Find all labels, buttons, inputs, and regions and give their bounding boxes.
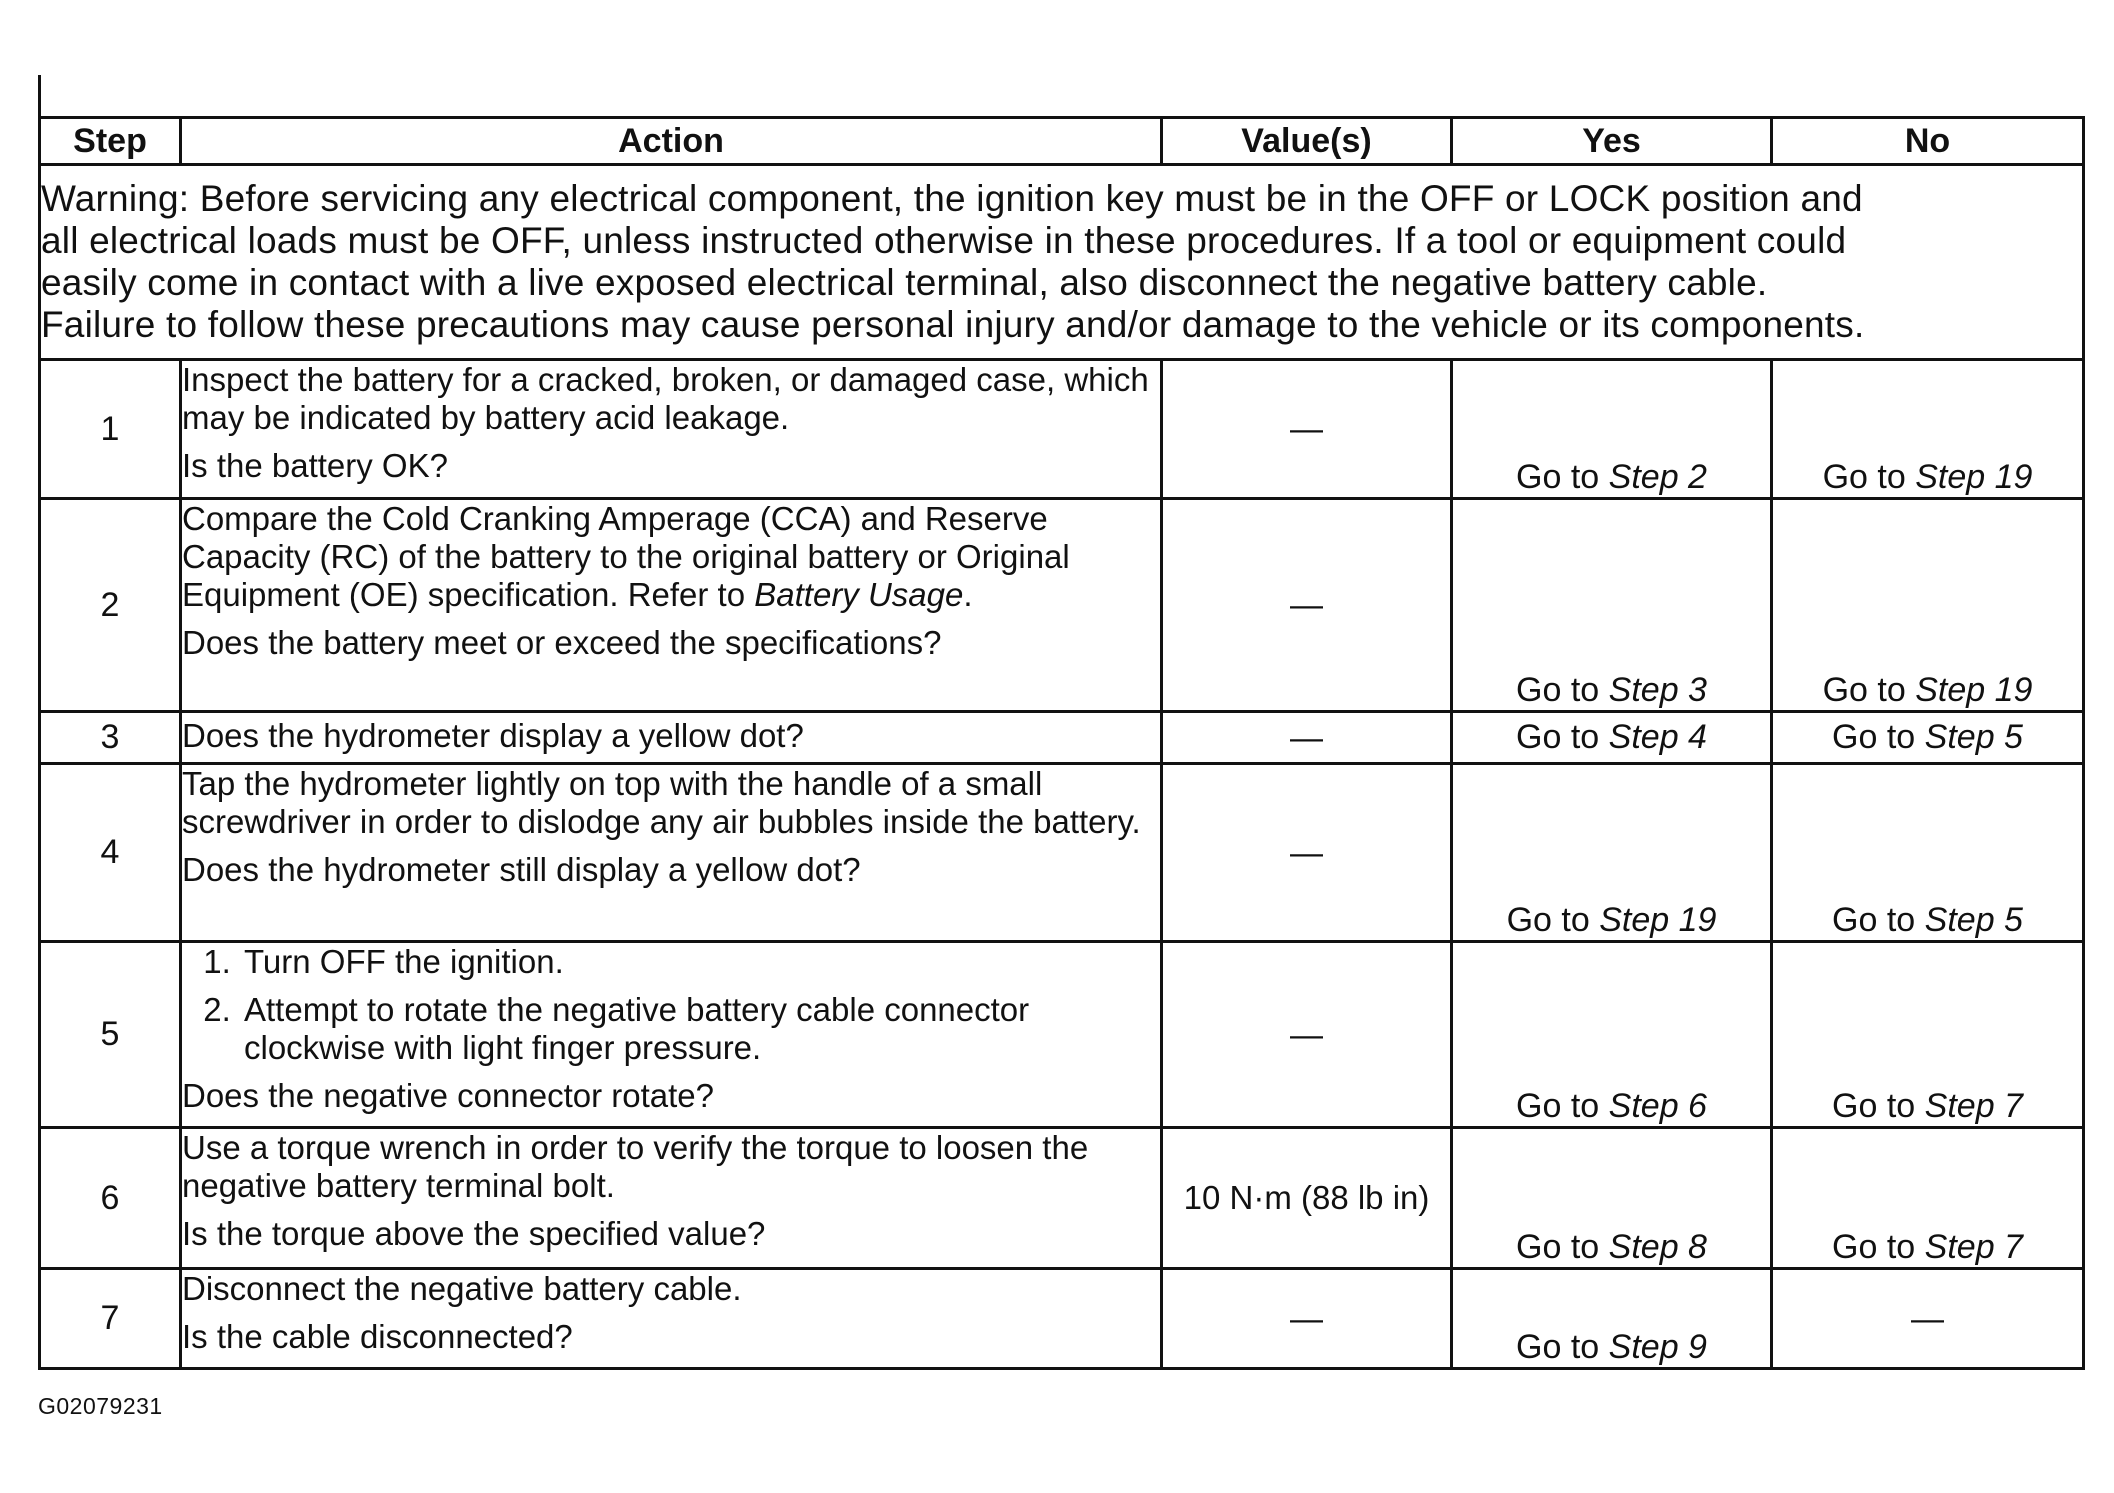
action-text: Inspect the battery for a cracked, broken, or damaged case, which may be indicated by battery acid leakage. [182,361,1149,436]
yes-cell [1452,1269,1772,1369]
go-to-label: Go to [1832,1228,1916,1266]
action-question: Does the hydrometer display a yellow dot? [182,717,804,754]
step-link[interactable]: Step 19 [1915,458,2033,496]
table-row [40,942,2084,1128]
step-number: 6 [40,1128,181,1269]
action-text [182,500,1160,614]
warning-line: Warning: Before servicing any electrical component, the ignition key must be in the OFF or LOCK position and [41,178,1863,219]
action-question: Is the battery OK? [182,447,448,484]
yes-cell [1452,360,1772,499]
step-link[interactable]: Step 2 [1608,458,1707,496]
step-link[interactable]: Step 19 [1915,671,2033,709]
action-text-main: Compare the Cold Cranking Amperage (CCA) and Reserve Capacity (RC) of the battery to the original battery or Original Equipment (OE) specification. Refer to [182,500,1070,613]
go-to-label: Go to [1516,1228,1600,1266]
step-number: 3 [40,712,181,764]
value-cell: 10 N·m (88 lb in) [1162,1128,1452,1269]
no-cell [1772,764,2084,942]
go-to-label: Go to [1516,671,1600,709]
table-row [40,1128,2084,1269]
action-cell [181,1269,1162,1369]
table-row [40,1269,2084,1369]
step-link[interactable]: Step 8 [1608,1228,1707,1266]
step-link[interactable]: Step 4 [1608,718,1707,756]
go-to-label: Go to [1822,671,1906,709]
go-to-label: Go to [1832,1087,1916,1125]
step-link[interactable]: Step 3 [1608,671,1707,709]
yes-cell [1452,764,1772,942]
battery-usage-link[interactable]: Battery Usage [754,576,964,613]
action-text: Use a torque wrench in order to verify the torque to loosen the negative battery terminal bolt. [182,1129,1089,1204]
go-to-label: Go to [1832,901,1916,939]
go-to-label: Go to [1516,1087,1600,1125]
go-to-label: Go to [1516,718,1600,756]
header-yes: Yes [1452,118,1772,165]
value-cell: — [1162,764,1452,942]
no-cell [1772,499,2084,712]
header-no: No [1772,118,2084,165]
no-cell [1772,942,2084,1128]
figure-id: G02079231 [38,1393,163,1419]
action-cell [181,1128,1162,1269]
table-row [40,499,2084,712]
warning-text [40,165,2084,360]
warning-line: all electrical loads must be OFF, unless instructed otherwise in these procedures. If a tool or equipment could [41,220,1847,261]
go-to-label: Go to [1506,901,1590,939]
header-values: Value(s) [1162,118,1452,165]
step-link[interactable]: Step 5 [1924,718,2023,756]
step-number: 5 [40,942,181,1128]
action-text: Disconnect the negative battery cable. [182,1270,742,1307]
yes-cell [1452,712,1772,764]
header-action: Action [181,118,1162,165]
header-row [40,118,2084,165]
table-row [40,360,2084,499]
step-number: 1 [40,360,181,499]
go-to-label: Go to [1832,718,1916,756]
go-to-label: Go to [1822,458,1906,496]
step-number: 4 [40,764,181,942]
no-cell [1772,712,2084,764]
go-to-label: Go to [1516,458,1600,496]
diagnostic-table [38,116,2085,1370]
action-text: Tap the hydrometer lightly on top with the handle of a small screwdriver in order to dislodge any air bubbles inside the battery. [182,765,1141,840]
yes-cell [1452,942,1772,1128]
action-cell [181,712,1162,764]
action-question: Does the negative connector rotate? [182,1077,715,1114]
value-cell: — [1162,1269,1452,1369]
top-margin-rule [38,75,41,119]
action-cell [181,942,1162,1128]
warning-line: easily come in contact with a live exposed electrical terminal, also disconnect the negative battery cable. [41,262,1768,303]
value-cell: — [1162,942,1452,1128]
value-cell: — [1162,712,1452,764]
step-number: 2 [40,499,181,712]
action-question: Is the torque above the specified value? [182,1215,766,1252]
warning-line: Failure to follow these precautions may cause personal injury and/or damage to the vehicle or its components. [41,304,1865,345]
value-cell: — [1162,499,1452,712]
no-cell: — [1772,1269,2084,1369]
warning-row [40,165,2084,360]
action-text-end: . [963,576,973,613]
header-step: Step [40,118,181,165]
action-cell [181,499,1162,712]
step-link[interactable]: Step 7 [1924,1087,2023,1125]
step-link[interactable]: Step 9 [1608,1328,1707,1366]
table-row [40,712,2084,764]
action-question: Does the battery meet or exceed the specifications? [182,624,942,661]
list-item: 1. Turn OFF the ignition. [240,943,1160,981]
step-link[interactable]: Step 5 [1924,901,2023,939]
yes-cell [1452,1128,1772,1269]
no-cell [1772,360,2084,499]
action-question: Is the cable disconnected? [182,1318,573,1355]
action-cell [181,360,1162,499]
step-link[interactable]: Step 6 [1608,1087,1707,1125]
value-cell: — [1162,360,1452,499]
go-to-label: Go to [1516,1328,1600,1366]
action-question: Does the hydrometer still display a yellow dot? [182,851,861,888]
step-link[interactable]: Step 19 [1599,901,1717,939]
action-cell [181,764,1162,942]
table-row [40,764,2084,942]
no-cell [1772,1128,2084,1269]
list-item: 2. Attempt to rotate the negative battery cable connector clockwise with light finger pressure. [240,991,1160,1067]
step-link[interactable]: Step 7 [1924,1228,2023,1266]
yes-cell [1452,499,1772,712]
step-number: 7 [40,1269,181,1369]
action-steps-list [182,943,1160,1067]
